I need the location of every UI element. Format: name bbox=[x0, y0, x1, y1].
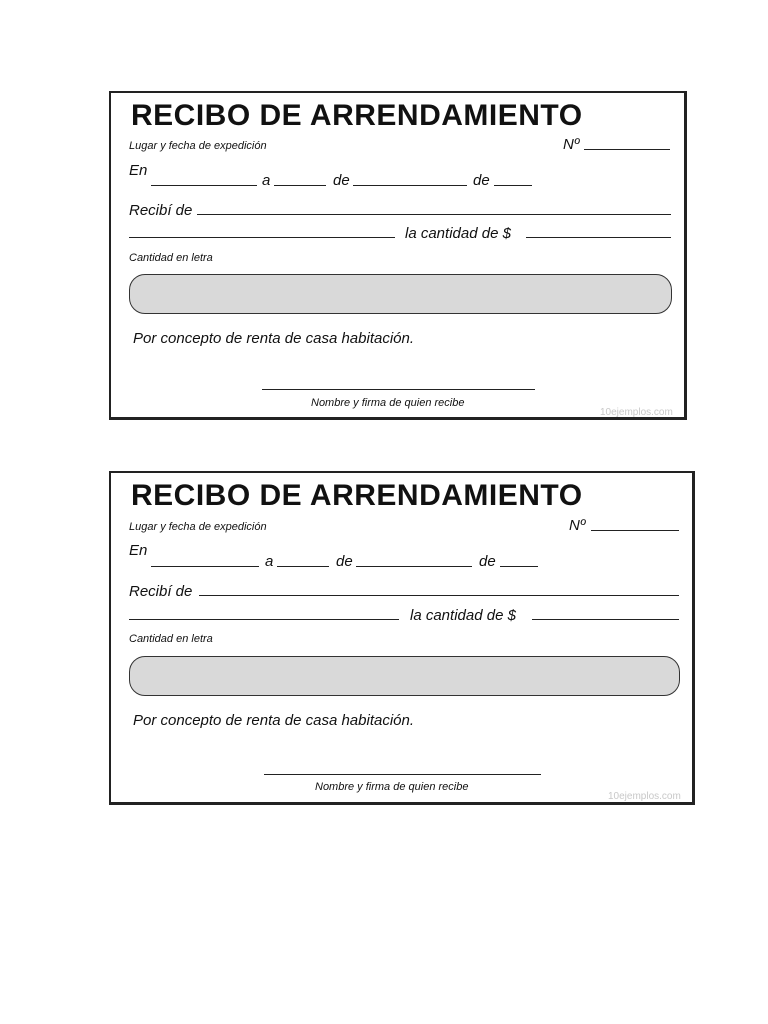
amount-words-field[interactable] bbox=[129, 656, 680, 696]
number-field[interactable] bbox=[591, 530, 679, 531]
month-field[interactable] bbox=[356, 566, 472, 567]
day-field[interactable] bbox=[277, 566, 329, 567]
number-field[interactable] bbox=[584, 149, 670, 150]
de-label-year: de bbox=[479, 553, 496, 570]
a-label: a bbox=[262, 172, 271, 189]
receipt-title: RECIBO DE ARRENDAMIENTO bbox=[131, 479, 583, 512]
receipt-form-1 bbox=[109, 91, 687, 420]
de-label-month: de bbox=[336, 553, 353, 570]
received-from-field[interactable] bbox=[197, 214, 671, 215]
watermark: 10ejemplos.com bbox=[608, 791, 681, 802]
amount-words-label: Cantidad en letra bbox=[129, 633, 213, 645]
place-date-label: Lugar y fecha de expedición bbox=[129, 140, 267, 152]
de-label-year: de bbox=[473, 172, 490, 189]
received-from-label: Recibí de bbox=[129, 202, 193, 219]
amount-field[interactable] bbox=[526, 237, 671, 238]
watermark: 10ejemplos.com bbox=[600, 407, 673, 418]
year-field[interactable] bbox=[494, 185, 532, 186]
a-label: a bbox=[265, 553, 274, 570]
place-field[interactable] bbox=[151, 185, 257, 186]
place-field[interactable] bbox=[151, 566, 259, 567]
concept-text: Por concepto de renta de casa habitación. bbox=[133, 712, 415, 729]
signature-line[interactable] bbox=[264, 774, 541, 775]
signature-label: Nombre y firma de quien recibe bbox=[315, 781, 469, 793]
number-label: Nº bbox=[569, 517, 586, 534]
year-field[interactable] bbox=[500, 566, 538, 567]
amount-label: la cantidad de $ bbox=[405, 225, 511, 242]
received-from-field-cont[interactable] bbox=[129, 237, 395, 238]
en-label: En bbox=[129, 542, 148, 559]
amount-words-label: Cantidad en letra bbox=[129, 252, 213, 264]
signature-line[interactable] bbox=[262, 389, 535, 390]
receipt-form-2 bbox=[109, 471, 695, 805]
month-field[interactable] bbox=[353, 185, 467, 186]
receipt-title: RECIBO DE ARRENDAMIENTO bbox=[131, 99, 583, 132]
received-from-field-cont[interactable] bbox=[129, 619, 399, 620]
number-label: Nº bbox=[563, 136, 580, 153]
received-from-label: Recibí de bbox=[129, 583, 193, 600]
concept-text: Por concepto de renta de casa habitación. bbox=[133, 330, 415, 347]
signature-label: Nombre y firma de quien recibe bbox=[311, 397, 465, 409]
amount-field[interactable] bbox=[532, 619, 679, 620]
amount-label: la cantidad de $ bbox=[410, 607, 516, 624]
de-label-month: de bbox=[333, 172, 350, 189]
day-field[interactable] bbox=[274, 185, 326, 186]
received-from-field[interactable] bbox=[199, 595, 679, 596]
amount-words-field[interactable] bbox=[129, 274, 672, 314]
en-label: En bbox=[129, 162, 148, 179]
place-date-label: Lugar y fecha de expedición bbox=[129, 521, 267, 533]
